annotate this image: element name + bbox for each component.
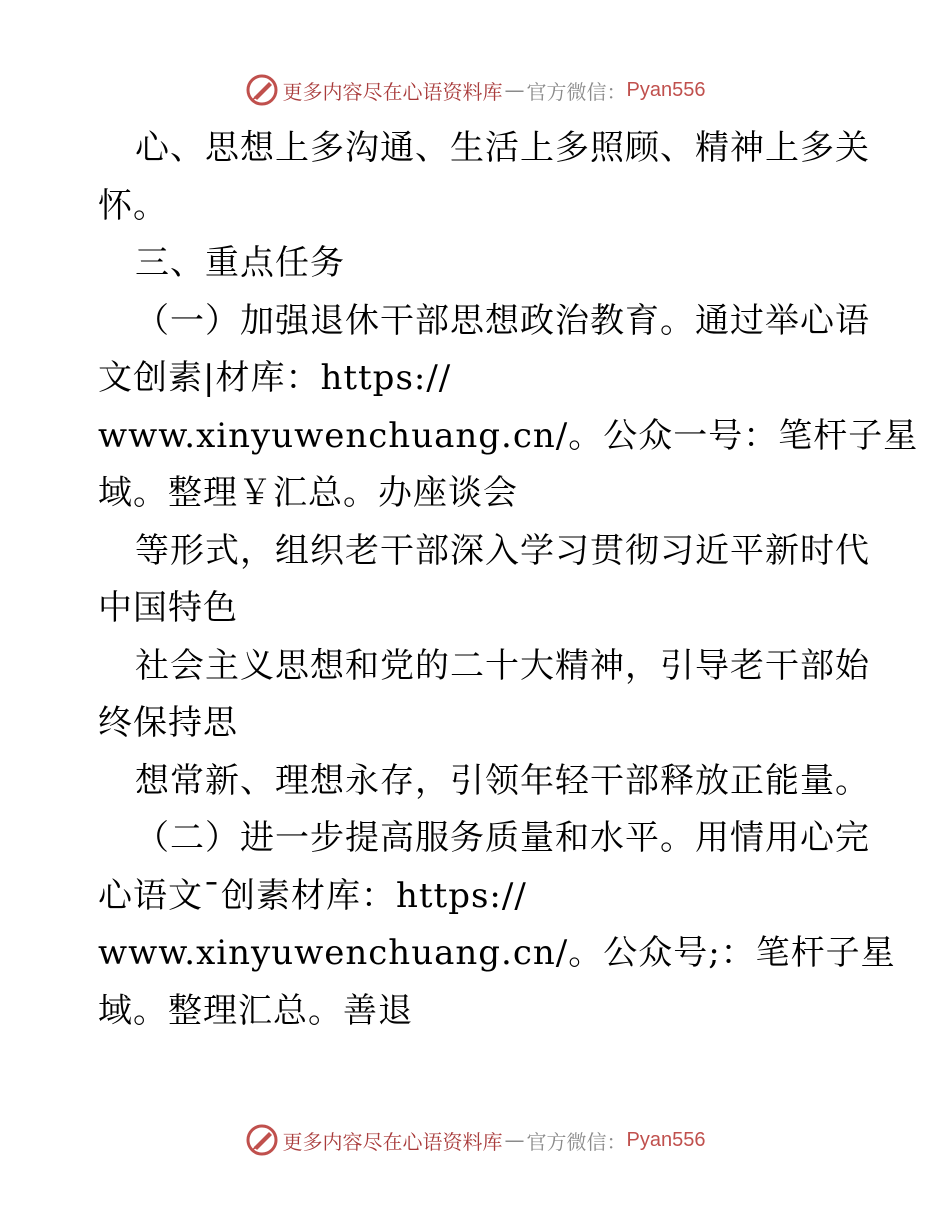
footer-watermark (0, 1120, 950, 1160)
text-line: www.xinyuwenchuang.cn/。公众一号：笔杆子星 (98, 415, 919, 456)
text-line: 中国特色 (98, 588, 238, 628)
watermark-wechat-id: Pyan556 (626, 1128, 706, 1151)
text-line: 心、思想上多沟通、生活上多照顾、精神上多关 (135, 128, 870, 168)
text-line: www.xinyuwenchuang.cn/。公众号;：笔杆子星 (98, 933, 896, 973)
watermark-wechat-id: Pyan556 (626, 78, 706, 101)
watermark-official-label: 官方微信： (526, 79, 627, 104)
brush-logo-icon (245, 1123, 279, 1157)
brush-logo-icon (245, 73, 279, 107)
document-body (98, 120, 919, 1040)
watermark-official-label: 官方微信： (526, 1129, 627, 1154)
watermark-text: 更多内容尽在心语资料库 (282, 79, 503, 104)
text-line: 想常新、理想永存，引领年轻干部释放正能量。 (135, 760, 870, 801)
text-line: 等形式，组织老干部深入学习贯彻习近平新时代 (135, 530, 870, 571)
header-watermark (0, 70, 950, 110)
watermark-dash: — (504, 1128, 525, 1152)
text-line: 怀。 (98, 185, 168, 226)
text-line: 社会主义思想和党的二十大精神，引导老干部始 (135, 645, 870, 686)
text-line: （二）进一步提高服务质量和水平。用情用心完 (135, 818, 870, 858)
watermark-dash: — (504, 78, 525, 102)
text-line: （一）加强退休干部思想政治教育。通过举心语 (135, 300, 870, 341)
section-heading: 三、重点任务 (135, 243, 345, 283)
watermark-text: 更多内容尽在心语资料库 (282, 1129, 503, 1154)
text-line: 域。整理￥汇总。办座谈会 (98, 473, 518, 513)
text-line: 终保持思 (98, 703, 238, 743)
text-line: 心语文¯创素材库：https:// (98, 875, 527, 916)
text-line: 文创素|材库：https:// (98, 358, 452, 398)
text-line: 域。整理汇总。善退 (98, 990, 413, 1031)
